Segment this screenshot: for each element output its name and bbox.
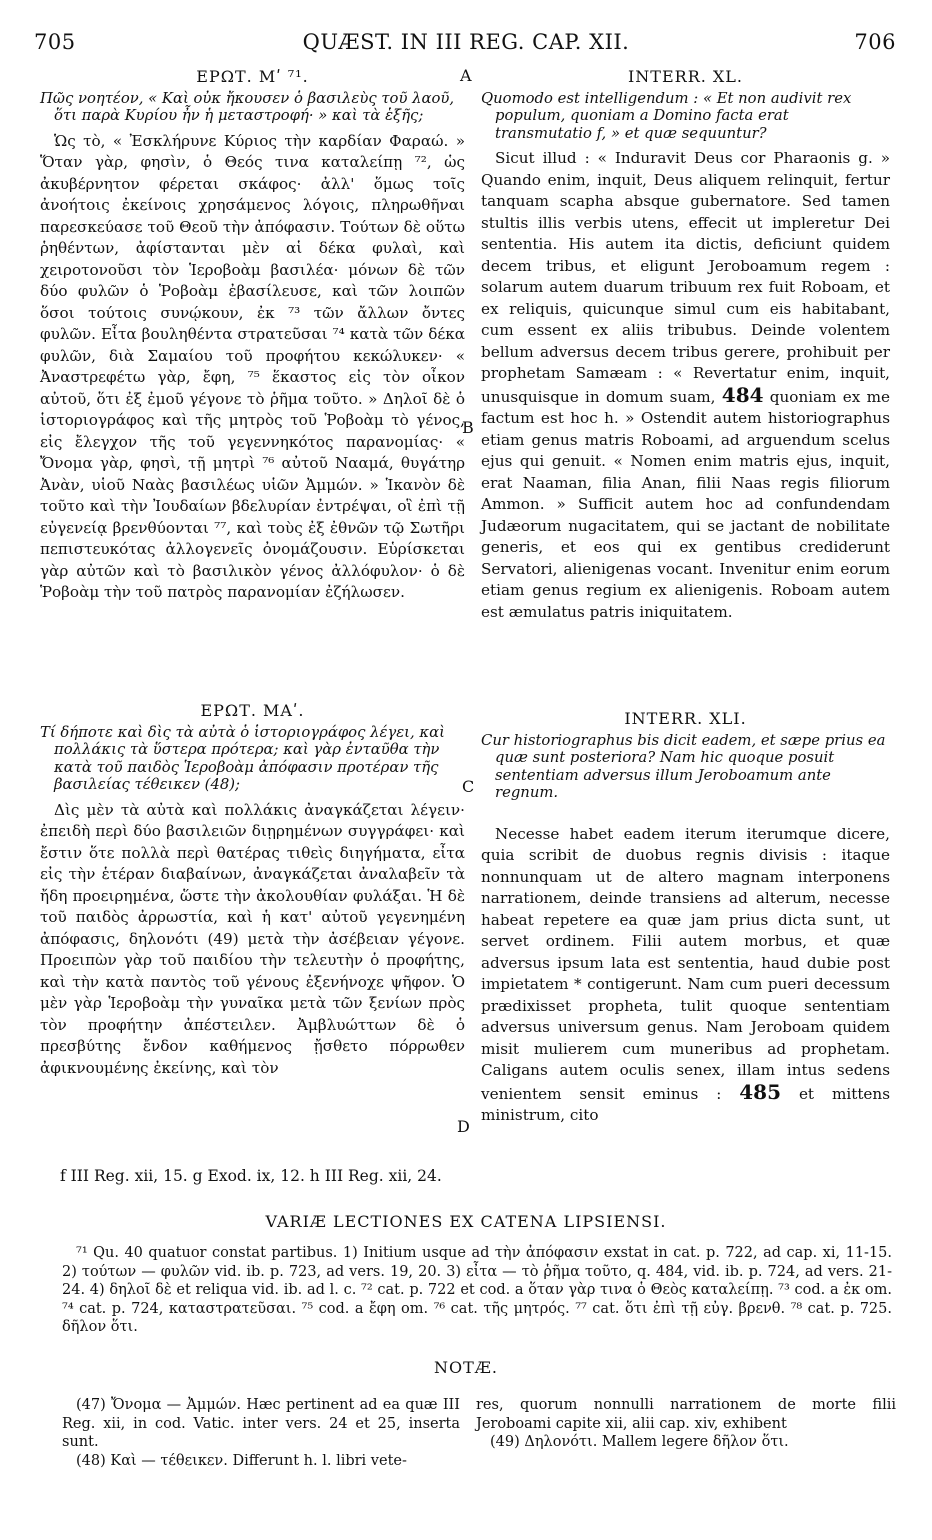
answer-text: Sicut illud : « Induravit Deus cor Pharaonis g. » Quando enim, inquit, Deus aliquem relinquit, fertur tanquam scapha absque gubernatore. Sed tamen stultis illis verbis utens, effecit ut impleretur Dei sententia. His autem ita dictis, deficiunt quidem decem tribus, et eligunt Jeroboamum regem : solarum autem duarum tribuum rex fuit Roboam, et ex reliquis, quicunque simul cum eis habitabant, cum essent ex aliis tribubus. Deinde volentem bellum adversus decem tribus gerere, prohibuit per prophetam Samæam : « Revertatur enim, inquit, unusquisque in domum suam, 484 quoniam ex me factum est hoc h. » Ostendit autem historiographus etiam genus matris Roboami, ad arguendum scelus ejus qui genuit. « Nomen enim matris ejus, inquit, erat Naaman, filia Anan, filii Naas regis filiorum Ammon. » Sufficit autem hoc ad confundendam Judæorum nugacitatem, qui se jactant de nobilitate generis, et eos qui ex gentibus crediderunt Servatori, alienigenas vocant. Invenitur enim eorum etiam genus regium ex alienigenis. Roboam autem est æmulatus patris iniquitatem.: [481, 149, 891, 621]
margin-marker-a: A: [460, 66, 472, 85]
greek-column-q41: [40, 700, 465, 1079]
running-title: QUÆST. IN III REG. CAP. XII.: [302, 30, 630, 54]
footnotes: f III Reg. xii, 15. g Exod. ix, 12. h III Reg. xii, 24.: [60, 1167, 442, 1185]
note-49: (49) Δηλονότι. Mallem legere δῆλον ὅτι.: [490, 1434, 789, 1450]
section-heading: ΕΡΩΤ. ΜΑʹ.: [200, 701, 305, 720]
notae-title: NOTÆ.: [434, 1358, 498, 1377]
note-48: (48) Καὶ — τέθεικεν. Differunt h. l. libri vete-: [76, 1452, 407, 1469]
latin-column-q41: [481, 708, 890, 1127]
answer-text: Δὶς μὲν τὰ αὐτὰ καὶ πολλάκις ἀναγκάζεται λέγειν· ἐπειδὴ περὶ δύο βασιλειῶν διῃρημένων συγγράφει· καὶ ἔστιν ὅτε πολλὰ περὶ θατέρας τιθεὶς διηγήματα, εἶτα εἰς τὴν ἑτέραν διαβαίνων, ἀναγκάζεται ἀναλαβεῖν τὰ ἤδη προειρημένα, ὥστε τὴν ἀκολουθίαν φυλάξαι. Ἡ δὲ τοῦ παιδὸς ἀρρωστία, καὶ ἡ κατ' αὐτοῦ γεγενημένη ἀπόφασις, δηλονότι (49) μετὰ τὴν ἀσέβειαν γέγονε. Προειπὼν γὰρ τοῦ παιδίου τὴν τελευτὴν ὁ προφήτης, καὶ τὴν κατὰ παντὸς τοῦ γένους ἐξενήνοχε ψῆφον. Ὁ μὲν γὰρ Ἱεροβοὰμ τὴν γυναῖκα μετὰ τῶν ξενίων πρὸς τὸν προφήτην ἀπέστειλεν. Ἀμβλυώττων δὲ ὁ πρεσβύτης ἔνδον καθήμενος ᾔσθετο πόρρωθεν ἀφικνουμένης ἐκείνης, καὶ τὸν: [40, 800, 465, 1077]
variae-text: ⁷¹ Qu. 40 quatuor constat partibus. 1) Initium usque ad τὴν ἀπόφασιν exstat in cat. p. 722, ad cap. xi, 11-15. 2) τούτων — φυλῶν vid. ib. p. 723, ad vers. 19, 20. 3) εἶτα — τὸ ῥῆμα τοῦτο, q. 484, vid. ib. p. 724, ad vers. 21-24. 4) δηλοῖ δὲ et reliqua vid. ib. ad l. c. ⁷² cat. p. 722 et cod. a ὅταν γὰρ τινα ὁ Θεὸς καταλείπῃ. ⁷³ cod. a ἐκ om. ⁷⁴ cat. p. 724, καταστρατεῦσαι. ⁷⁵ cod. a ἔφη om. ⁷⁶ cat. τῆς μητρός. ⁷⁷ cat. ὅτι ἐπὶ τῇ εὐγ. βρενθ. ⁷⁸ cat. p. 725. δῆλον ὅτι.: [62, 1245, 892, 1335]
latin-column-q40: [481, 66, 890, 623]
section-heading: ΕΡΩΤ. Μʹ ⁷¹.: [196, 67, 309, 86]
note-48-continued: res, quorum nonnulli narrationem de morte filii Jeroboami capite xii, alii cap. xiv, exhibent: [476, 1397, 896, 1432]
answer-text: Necesse habet eadem iterum iterumque dicere, quia scribit de duobus regnis divisis : itaque nonnunquam ut de altero magnam interponens narrationem, deinde transiens ad alterum, necesse habeat repetere ea quæ jam prius dicta sunt, ut servet ordinem. Filii autem morbus, et quæ adversus ipsum lata est sententia, haud dubie post impietatem * contigerunt. Nam cum pueri decessum prædixisset propheta, tulit quoque sententiam adversus universum genus. Nam Jeroboam quidem misit mulierem cum muneribus ad prophetam. Caligans autem oculis senex, illam intus sedens venientem sensit eminus : 485 et mittens ministrum, cito: [481, 824, 890, 1124]
page-number-right: 706: [854, 30, 896, 54]
section-heading: INTERR. XLI.: [624, 709, 747, 728]
note-47: (47) Ὄνομα — Ἀμμών. Hæc pertinent ad ea quæ III Reg. xii, in cod. Vatic. inter vers. 24 et 25, inserta sunt.: [62, 1397, 460, 1450]
question-text: Τί δήποτε καὶ δὶς τὰ αὐτὰ ὁ ἱστοριογράφος λέγει, καὶ πολλάκις τὰ ὕστερα πρότερα; καὶ γὰρ ἐνταῦθα τὴν κατὰ τοῦ παιδὸς Ἱεροβοὰμ ἀπόφασιν προτέραν τῆς βασιλείας τέθεικεν (48);: [40, 723, 445, 793]
section-heading: INTERR. XL.: [627, 67, 744, 86]
notes-left: [62, 1396, 460, 1470]
margin-marker-b: B: [462, 418, 474, 437]
margin-marker-d: D: [457, 1117, 470, 1136]
greek-column-q40: [40, 66, 465, 604]
page-number-left: 705: [34, 30, 76, 54]
margin-marker-c: C: [462, 777, 475, 796]
variae-title: VARIÆ LECTIONES EX CATENA LIPSIENSI.: [265, 1212, 667, 1231]
column-number: 485: [739, 1079, 781, 1104]
answer-text: Ὡς τὸ, « Ἐσκλήρυνε Κύριος τὴν καρδίαν Φαραώ. » Ὅταν γὰρ, φησὶν, ὁ Θεός τινα καταλείπῃ ⁷², ὡς ἀκυβέρνητον φέρεται σκάφος· ἀλλ' ὅμως τοῖς ἀνοήτοις ἐκείνοις χρησάμενος λόγοις, πληρωθῆναι παρεσκεύασε τοῦ Θεοῦ τὴν ἀπόφασιν. Τούτων δὲ οὕτω ῥηθέντων, ἀφίστανται μὲν αἱ δέκα φυλαὶ, καὶ χειροτονοῦσι τὸν Ἱεροβοὰμ βασιλέα· μόνων δὲ τῶν δύο φυλῶν ὁ Ῥοβοὰμ ἐβασίλευσε, καὶ τῶν λοιπῶν ὅσοι τούτοις συνῴκουν, ἐκ ⁷³ τῶν ἄλλων ὄντες φυλῶν. Εἶτα βουληθέντα στρατεῦσαι ⁷⁴ κατὰ τῶν δέκα φυλῶν, διὰ Σαμαίου τοῦ προφήτου κεκώλυκεν· « Ἀναστρεφέτω γὰρ, ἔφη, ⁷⁵ ἕκαστος εἰς τὸν οἶκον αὐτοῦ, ὅτι ἐξ ἐμοῦ γέγονε τὸ ῥῆμα τοῦτο. » Δηλοῖ δὲ ὁ ἱστοριογράφος καὶ τῆς μητρὸς τοῦ Ῥοβοὰμ τὸ γένος, εἰς ἔλεγχον τῆς τοῦ γεγεννηκότος παρανομίας· « Ὄνομα γὰρ, φησὶ, τῇ μητρὶ ⁷⁶ αὐτοῦ Νααμά, θυγάτηρ Ἀνὰν, υἱοῦ Ναὰς βασιλέως υἱῶν Ἀμμών. » Ἱκανὸν δὲ τοῦτο καὶ τὴν Ἰουδαίων βδελυρίαν ἐντρέψαι, οἳ ἐπὶ τῇ εὐγενείᾳ βρενθύονται ⁷⁷, καὶ τοὺς ἐξ ἐθνῶν τῷ Σωτῆρι πεπιστευκότας ἀλλογενεῖς ὀνομάζουσιν. Εὑρίσκεται γὰρ αὐτῶν καὶ τὸ βασιλικὸν γένος ἀλλόφυλον· ὁ δὲ Ῥοβοὰμ τὴν τοῦ πατρὸς παρανομίαν ἐζήλωσεν.: [40, 131, 465, 601]
page-header: [30, 30, 902, 60]
question-text: Cur historiographus bis dicit eadem, et sæpe prius ea quæ sunt posteriora? Nam hic quoque posuit sententiam adversus illum Jeroboamum ante regnum.: [481, 731, 886, 801]
question-text: Quomodo est intelligendum : « Et non audivit rex populum, quoniam a Domino facta erat transmutatio f, » et quæ sequuntur?: [481, 89, 852, 142]
notes-right: [476, 1396, 896, 1452]
column-number: 484: [721, 382, 764, 407]
question-text: Πῶς νοητέον, « Καὶ οὐκ ἤκουσεν ὁ βασιλεὺς τοῦ λαοῦ, ὅτι παρὰ Κυρίου ἦν ἡ μεταστροφή· » καὶ τὰ ἑξῆς;: [40, 89, 455, 124]
